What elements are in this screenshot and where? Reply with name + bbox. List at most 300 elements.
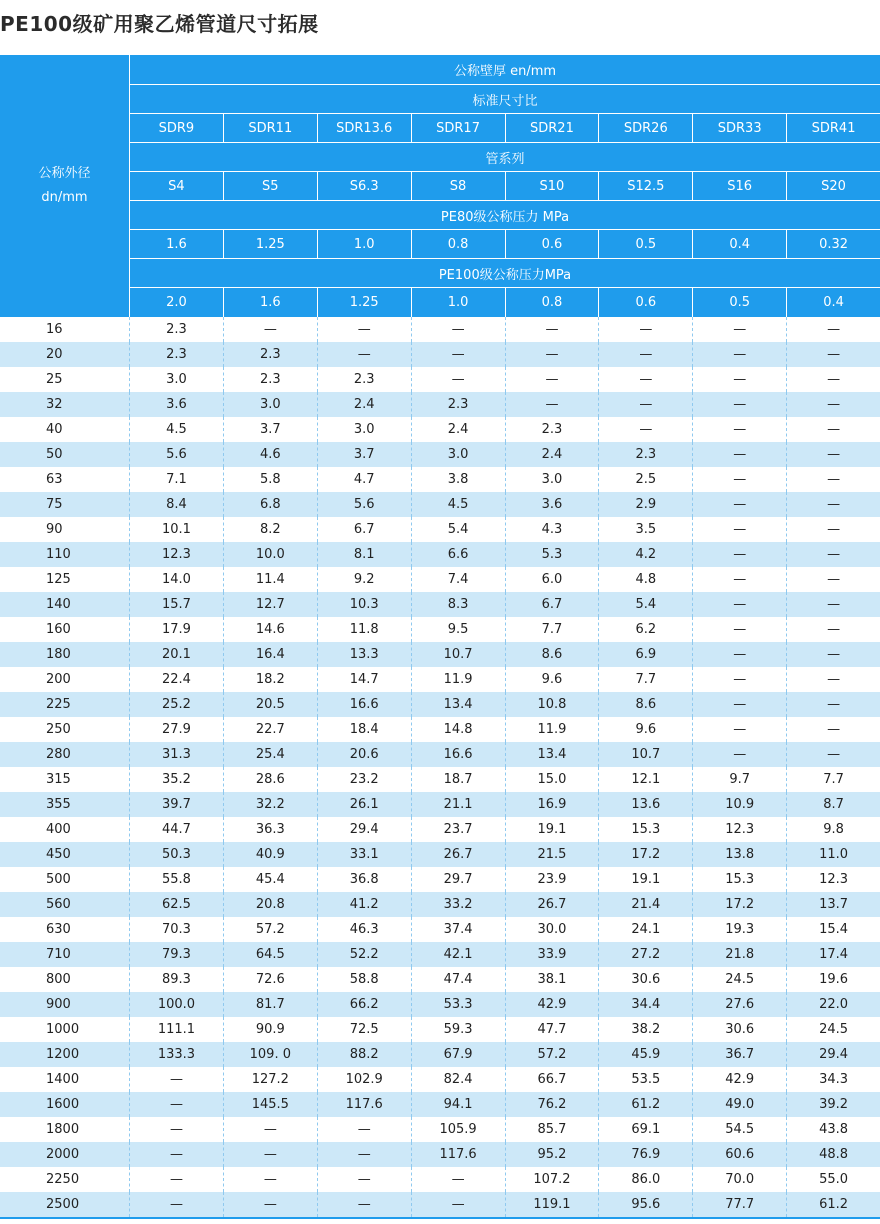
dn-cell: 560 (46, 897, 71, 912)
sdr-title-label: 标准尺寸比 (472, 93, 538, 109)
thickness-cell: 9.6 (598, 717, 692, 742)
thickness-cell: — (692, 442, 786, 467)
thickness-cell: 27.9 (129, 717, 223, 742)
thickness-cell: 5.6 (129, 442, 223, 467)
table-row (0, 917, 880, 942)
thickness-cell: — (317, 1192, 411, 1217)
table-row (0, 467, 880, 492)
dn-unit: dn/mm (41, 190, 88, 205)
thickness-cell: 50.3 (129, 842, 223, 867)
thickness-cell: 76.9 (598, 1142, 692, 1167)
thickness-cell: — (692, 467, 786, 492)
thickness-cell: — (692, 367, 786, 392)
thickness-cell: 26.7 (505, 892, 599, 917)
table-row (0, 842, 880, 867)
thickness-cell: — (598, 392, 692, 417)
thickness-cell: 7.1 (129, 467, 223, 492)
thickness-cell: 30.6 (598, 967, 692, 992)
dn-cell: 200 (46, 672, 71, 687)
dn-cell: 125 (46, 572, 71, 587)
dn-cell: 2000 (46, 1147, 80, 1162)
thickness-cell: 95.6 (598, 1192, 692, 1217)
thickness-cell: 127.2 (223, 1067, 317, 1092)
dn-cell: 90 (46, 522, 63, 537)
pe100-cell: 0.8 (505, 288, 599, 317)
thickness-cell: 53.3 (411, 992, 505, 1017)
pe80-cell: 0.32 (786, 230, 880, 258)
thickness-cell: — (317, 317, 411, 342)
pe80-cell: 0.6 (505, 230, 599, 258)
sdr-cell: SDR13.6 (317, 114, 411, 142)
thickness-cell: 11.9 (411, 667, 505, 692)
thickness-cell: — (505, 367, 599, 392)
thickness-cell: 55.0 (786, 1167, 880, 1192)
thickness-cell: 85.7 (505, 1117, 599, 1142)
thickness-cell: 59.3 (411, 1017, 505, 1042)
thickness-cell: — (223, 317, 317, 342)
thickness-cell: 7.4 (411, 567, 505, 592)
thickness-cell: 7.7 (598, 667, 692, 692)
thickness-cell: 17.9 (129, 617, 223, 642)
pe100-cell: 0.5 (692, 288, 786, 317)
series-cell: S10 (505, 172, 599, 200)
thickness-cell: 77.7 (692, 1192, 786, 1217)
pe100-cell: 0.4 (786, 288, 880, 317)
dn-cell: 280 (46, 747, 71, 762)
thickness-cell: 17.4 (786, 942, 880, 967)
thickness-cell: 48.8 (786, 1142, 880, 1167)
table-row (0, 717, 880, 742)
pe100-cell: 1.0 (411, 288, 505, 317)
table-row (0, 742, 880, 767)
thickness-cell: — (598, 367, 692, 392)
thickness-cell: 4.5 (411, 492, 505, 517)
thickness-cell: 105.9 (411, 1117, 505, 1142)
thickness-cell: 3.0 (411, 442, 505, 467)
thickness-cell: 17.2 (598, 842, 692, 867)
thickness-cell: — (692, 642, 786, 667)
thickness-cell: 40.9 (223, 842, 317, 867)
thickness-cell: 10.3 (317, 592, 411, 617)
table-row (0, 417, 880, 442)
thickness-cell: — (692, 342, 786, 367)
table-row (0, 442, 880, 467)
thickness-cell: — (786, 317, 880, 342)
dn-cell: 1400 (46, 1072, 80, 1087)
thickness-cell: 43.8 (786, 1117, 880, 1142)
thickness-cell: 109. 0 (223, 1042, 317, 1067)
thickness-cell: 39.2 (786, 1092, 880, 1117)
thickness-cell: 2.4 (411, 417, 505, 442)
thickness-cell: 24.1 (598, 917, 692, 942)
thickness-cell: — (223, 1142, 317, 1167)
thickness-cell: 39.7 (129, 792, 223, 817)
thickness-cell: — (692, 542, 786, 567)
thickness-cell: 8.6 (598, 692, 692, 717)
thickness-cell: 42.9 (692, 1067, 786, 1092)
thickness-cell: 13.6 (598, 792, 692, 817)
dn-label: 公称外径 (38, 166, 91, 181)
thickness-cell: 30.0 (505, 917, 599, 942)
series-cell: S12.5 (598, 172, 692, 200)
pe80-title-label: PE80级公称压力 MPa (440, 209, 570, 225)
thickness-cell: 3.6 (505, 492, 599, 517)
thickness-cell: 6.7 (505, 592, 599, 617)
thickness-cell: 11.9 (505, 717, 599, 742)
thickness-cell: 11.8 (317, 617, 411, 642)
dn-cell: 110 (46, 547, 71, 562)
thickness-cell: 12.7 (223, 592, 317, 617)
series-cell: S20 (786, 172, 880, 200)
thickness-cell: 49.0 (692, 1092, 786, 1117)
thickness-cell: 4.6 (223, 442, 317, 467)
table-row (0, 1192, 880, 1217)
dn-cell: 250 (46, 722, 71, 737)
thickness-cell: — (223, 1167, 317, 1192)
thickness-cell: 2.3 (129, 342, 223, 367)
thickness-cell: 22.0 (786, 992, 880, 1017)
thickness-cell: — (223, 1117, 317, 1142)
thickness-cell: 11.4 (223, 567, 317, 592)
thickness-cell: 45.4 (223, 867, 317, 892)
table-row (0, 1142, 880, 1167)
sdr-cell: SDR17 (411, 114, 505, 142)
thickness-cell: 95.2 (505, 1142, 599, 1167)
table-row (0, 567, 880, 592)
thickness-cell: — (223, 1192, 317, 1217)
thickness-cell: 18.2 (223, 667, 317, 692)
thickness-cell: 16.6 (411, 742, 505, 767)
thickness-cell: 52.2 (317, 942, 411, 967)
thickness-cell: 36.7 (692, 1042, 786, 1067)
thickness-cell: 47.4 (411, 967, 505, 992)
thickness-cell: — (129, 1142, 223, 1167)
thickness-cell: 32.2 (223, 792, 317, 817)
sdr-cell: SDR33 (692, 114, 786, 142)
thickness-cell: — (692, 592, 786, 617)
thickness-cell: — (317, 342, 411, 367)
table-row (0, 667, 880, 692)
thickness-cell: 45.9 (598, 1042, 692, 1067)
dn-cell: 160 (46, 622, 71, 637)
table-row (0, 1017, 880, 1042)
table-row (0, 767, 880, 792)
thickness-cell: 29.4 (786, 1042, 880, 1067)
thickness-cell: 20.5 (223, 692, 317, 717)
thickness-cell: 26.1 (317, 792, 411, 817)
dn-cell: 1600 (46, 1097, 80, 1112)
dn-cell: 40 (46, 422, 63, 437)
thickness-cell: — (692, 692, 786, 717)
thickness-cell: 6.8 (223, 492, 317, 517)
thickness-cell: 35.2 (129, 767, 223, 792)
wall-thickness-header (130, 55, 880, 84)
thickness-cell: 145.5 (223, 1092, 317, 1117)
table-row (0, 317, 880, 342)
thickness-cell: 3.6 (129, 392, 223, 417)
table-row (0, 1092, 880, 1117)
thickness-cell: — (505, 342, 599, 367)
table-bottom-rule (0, 1217, 880, 1219)
thickness-cell: 57.2 (505, 1042, 599, 1067)
dn-cell: 450 (46, 847, 71, 862)
thickness-cell: 33.2 (411, 892, 505, 917)
pipe-dimension-table (0, 55, 880, 1219)
thickness-cell: 89.3 (129, 967, 223, 992)
thickness-cell: 76.2 (505, 1092, 599, 1117)
thickness-cell: 3.8 (411, 467, 505, 492)
thickness-cell: 24.5 (786, 1017, 880, 1042)
thickness-cell: 9.7 (692, 767, 786, 792)
sdr-cell: SDR9 (158, 120, 195, 136)
dn-cell: 1000 (46, 1022, 80, 1037)
thickness-cell: 14.8 (411, 717, 505, 742)
thickness-cell: — (786, 592, 880, 617)
dn-cell: 1800 (46, 1122, 80, 1137)
thickness-cell: 13.3 (317, 642, 411, 667)
sdr-title-header (130, 85, 880, 113)
thickness-cell: — (411, 1192, 505, 1217)
thickness-cell: 3.0 (129, 367, 223, 392)
thickness-cell: — (317, 1167, 411, 1192)
thickness-cell: 42.9 (505, 992, 599, 1017)
thickness-cell: — (692, 742, 786, 767)
thickness-cell: 62.5 (129, 892, 223, 917)
thickness-cell: 54.5 (692, 1117, 786, 1142)
thickness-cell: 5.4 (411, 517, 505, 542)
thickness-cell: 117.6 (317, 1092, 411, 1117)
thickness-cell: — (692, 667, 786, 692)
thickness-cell: 27.2 (598, 942, 692, 967)
pe100-title-header (130, 259, 880, 287)
thickness-cell: — (786, 617, 880, 642)
thickness-cell: — (317, 1142, 411, 1167)
thickness-cell: 13.4 (505, 742, 599, 767)
series-title-header (130, 143, 880, 171)
thickness-cell: 25.4 (223, 742, 317, 767)
thickness-cell: 21.1 (411, 792, 505, 817)
thickness-cell: 6.9 (598, 642, 692, 667)
series-title-label: 管系列 (485, 151, 525, 167)
series-cell: S6.3 (317, 172, 411, 200)
thickness-cell: 24.5 (692, 967, 786, 992)
thickness-cell: 61.2 (598, 1092, 692, 1117)
dn-cell: 16 (46, 322, 63, 337)
thickness-cell: 47.7 (505, 1017, 599, 1042)
thickness-cell: 20.1 (129, 642, 223, 667)
thickness-cell: — (786, 367, 880, 392)
thickness-cell: 72.6 (223, 967, 317, 992)
thickness-cell: 3.0 (505, 467, 599, 492)
thickness-cell: 8.2 (223, 517, 317, 542)
pe100-row (130, 288, 880, 317)
thickness-cell: 3.0 (223, 392, 317, 417)
thickness-cell: 19.1 (598, 867, 692, 892)
thickness-cell: 18.7 (411, 767, 505, 792)
thickness-cell: 10.8 (505, 692, 599, 717)
thickness-cell: 4.7 (317, 467, 411, 492)
thickness-cell: 33.9 (505, 942, 599, 967)
thickness-cell: — (786, 392, 880, 417)
thickness-cell: 2.3 (505, 417, 599, 442)
thickness-cell: — (692, 317, 786, 342)
thickness-cell: 9.2 (317, 567, 411, 592)
dn-cell: 2500 (46, 1197, 80, 1212)
pe80-cell: 0.5 (598, 230, 692, 258)
thickness-cell: — (411, 317, 505, 342)
dn-cell: 1200 (46, 1047, 80, 1062)
thickness-cell: 2.3 (129, 317, 223, 342)
thickness-cell: 12.1 (598, 767, 692, 792)
thickness-cell: — (598, 417, 692, 442)
dn-cell: 315 (46, 772, 71, 787)
thickness-cell: 66.2 (317, 992, 411, 1017)
table-row (0, 492, 880, 517)
table-row (0, 617, 880, 642)
table-row (0, 367, 880, 392)
thickness-cell: — (786, 692, 880, 717)
dn-cell: 800 (46, 972, 71, 987)
thickness-cell: — (692, 617, 786, 642)
dn-cell: 140 (46, 597, 71, 612)
thickness-cell: — (598, 342, 692, 367)
thickness-cell: 94.1 (411, 1092, 505, 1117)
thickness-cell: 86.0 (598, 1167, 692, 1192)
wall-thickness-label: 公称壁厚 en/mm (453, 64, 557, 79)
thickness-cell: 15.3 (598, 817, 692, 842)
thickness-cell: 38.1 (505, 967, 599, 992)
dn-cell: 900 (46, 997, 71, 1012)
series-cell: S16 (692, 172, 786, 200)
thickness-cell: 5.3 (505, 542, 599, 567)
thickness-cell: — (786, 442, 880, 467)
thickness-cell: 5.8 (223, 467, 317, 492)
dn-cell: 630 (46, 922, 71, 937)
page-title: PE100级矿用聚乙烯管道尺寸拓展 (0, 12, 319, 36)
thickness-cell: — (505, 392, 599, 417)
thickness-cell: 64.5 (223, 942, 317, 967)
thickness-cell: — (129, 1067, 223, 1092)
table-row (0, 642, 880, 667)
thickness-cell: 133.3 (129, 1042, 223, 1067)
sdr-cell: SDR21 (505, 114, 599, 142)
table-row (0, 967, 880, 992)
thickness-cell: 4.2 (598, 542, 692, 567)
thickness-cell: 58.8 (317, 967, 411, 992)
thickness-cell: 2.3 (598, 442, 692, 467)
table-row (0, 942, 880, 967)
thickness-cell: — (692, 517, 786, 542)
thickness-cell: 10.9 (692, 792, 786, 817)
thickness-cell: 3.5 (598, 517, 692, 542)
thickness-cell: 28.6 (223, 767, 317, 792)
table-row (0, 867, 880, 892)
thickness-cell: 2.3 (317, 367, 411, 392)
thickness-cell: 8.1 (317, 542, 411, 567)
thickness-cell: 2.5 (598, 467, 692, 492)
thickness-cell: 23.2 (317, 767, 411, 792)
thickness-cell: — (786, 417, 880, 442)
table-row (0, 1042, 880, 1067)
dn-cell: 63 (46, 472, 63, 487)
thickness-cell: 10.7 (598, 742, 692, 767)
thickness-cell: 23.7 (411, 817, 505, 842)
thickness-cell: 9.5 (411, 617, 505, 642)
thickness-cell: 67.9 (411, 1042, 505, 1067)
dn-cell: 25 (46, 372, 63, 387)
thickness-cell: — (411, 367, 505, 392)
thickness-cell: — (786, 667, 880, 692)
thickness-cell: — (786, 517, 880, 542)
thickness-cell: 3.7 (223, 417, 317, 442)
thickness-cell: — (786, 542, 880, 567)
thickness-cell: 3.7 (317, 442, 411, 467)
pe100-title-label: PE100级公称压力MPa (438, 267, 572, 283)
thickness-cell: 8.4 (129, 492, 223, 517)
pe80-row (130, 230, 880, 258)
thickness-cell: 79.3 (129, 942, 223, 967)
thickness-cell: 13.8 (692, 842, 786, 867)
thickness-cell: 6.7 (317, 517, 411, 542)
thickness-cell: 81.7 (223, 992, 317, 1017)
thickness-cell: 22.7 (223, 717, 317, 742)
thickness-cell: 6.2 (598, 617, 692, 642)
thickness-cell: 111.1 (129, 1017, 223, 1042)
series-cell: S8 (411, 172, 505, 200)
thickness-cell: 7.7 (786, 767, 880, 792)
thickness-cell: 15.0 (505, 767, 599, 792)
thickness-cell: 9.8 (786, 817, 880, 842)
thickness-cell: — (786, 642, 880, 667)
dn-cell: 32 (46, 397, 63, 412)
thickness-cell: — (411, 342, 505, 367)
table-body (0, 317, 880, 1217)
table-row (0, 1067, 880, 1092)
thickness-cell: 70.3 (129, 917, 223, 942)
thickness-cell: 4.5 (129, 417, 223, 442)
thickness-cell: 10.1 (129, 517, 223, 542)
sdr-row (130, 114, 880, 142)
series-cell: S4 (168, 178, 185, 194)
thickness-cell: 12.3 (786, 867, 880, 892)
thickness-cell: 42.1 (411, 942, 505, 967)
thickness-cell: — (692, 567, 786, 592)
thickness-cell: 10.0 (223, 542, 317, 567)
thickness-cell: 2.9 (598, 492, 692, 517)
table-row (0, 892, 880, 917)
dn-column-header (0, 55, 129, 317)
thickness-cell: 4.3 (505, 517, 599, 542)
thickness-cell: 18.4 (317, 717, 411, 742)
table-row (0, 592, 880, 617)
sdr-cell: SDR41 (786, 114, 880, 142)
thickness-cell: 25.2 (129, 692, 223, 717)
thickness-cell: 7.7 (505, 617, 599, 642)
thickness-cell: 20.6 (317, 742, 411, 767)
pe80-cell: 1.0 (317, 230, 411, 258)
thickness-cell: 5.4 (598, 592, 692, 617)
dn-cell: 500 (46, 872, 71, 887)
thickness-cell: — (692, 417, 786, 442)
thickness-cell: 5.6 (317, 492, 411, 517)
table-row (0, 517, 880, 542)
thickness-cell: 2.3 (411, 392, 505, 417)
thickness-cell: 33.1 (317, 842, 411, 867)
thickness-cell: 12.3 (692, 817, 786, 842)
thickness-cell: 34.3 (786, 1067, 880, 1092)
thickness-cell: 2.4 (505, 442, 599, 467)
thickness-cell: 53.5 (598, 1067, 692, 1092)
